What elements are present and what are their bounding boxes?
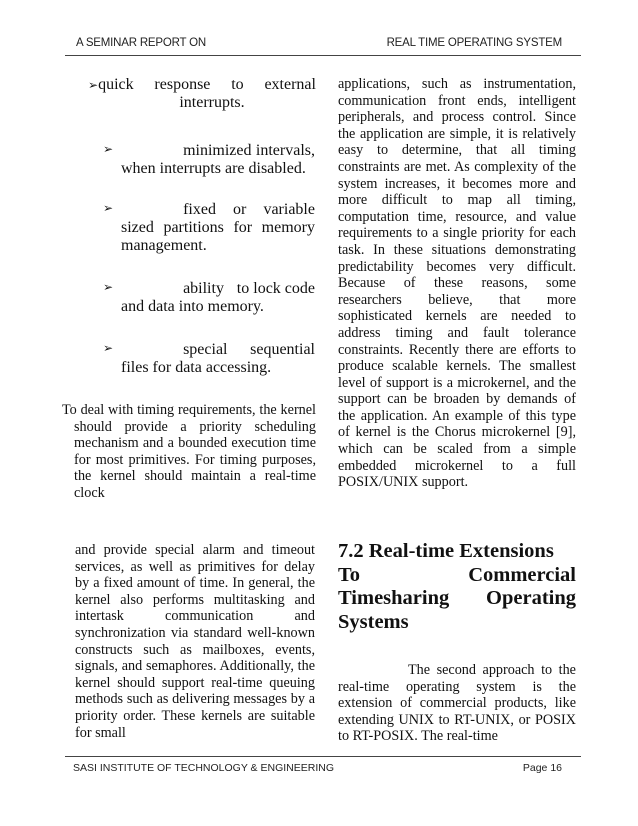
arrow-bullet-icon: ➢ (103, 201, 114, 215)
header-rule (65, 55, 581, 56)
section-heading (338, 540, 576, 634)
bullet-text: files for data accessing. (121, 359, 272, 376)
header-left: A SEMINAR REPORT ON (76, 37, 206, 49)
bullet-text: when interrupts are disabled. (121, 160, 306, 177)
left-paragraph-1 (62, 402, 316, 502)
bullet-word: to lock code (236, 280, 315, 297)
bullet-text: and data into memory. (121, 298, 264, 315)
heading-line: Timesharing (338, 587, 450, 609)
left-paragraph-2 (75, 542, 315, 741)
bullet-item-1 (88, 76, 316, 112)
page-number: Page 16 (522, 762, 562, 774)
heading-line: Commercial (468, 563, 576, 586)
heading-line: To (338, 563, 361, 586)
bullet-word: to (231, 76, 244, 93)
footer-left: SASI INSTITUTE OF TECHNOLOGY & ENGINEERING (73, 762, 334, 774)
bullet-item-2 (103, 142, 315, 178)
heading-line: Systems (338, 610, 409, 633)
bullet-word: external (264, 76, 316, 93)
paragraph-text: and provide special alarm and timeout services, as well as primitives for delay by a fixed amount of time. In general, the kernel also performs multitasking and intertask communication and synchronization via standard well-known constructs such as mailboxes, events, signals, and semaphores. Additionally, the kernel should support real-time queuing methods such as delivering messages by a priority order. These kernels are suitable for small (75, 542, 315, 741)
bullet-word: response (154, 76, 211, 93)
bullet-word: fixed (183, 201, 216, 218)
footer-rule (65, 756, 581, 757)
bullet-item-5 (103, 341, 315, 377)
bullet-word: quick (98, 76, 134, 93)
bullet-text: sized partitions for memory management. (121, 219, 315, 254)
bullet-word: intervals, (255, 142, 315, 159)
heading-line: 7.2 Real-time Extensions (338, 540, 554, 562)
paragraph-text: To deal with timing requirements, the kernel should provide a priority scheduling mechanism and a bounded execution time for most primitives. For timing purposes, the kernel should maintain a real-time clock (62, 402, 316, 501)
bullet-word: sequential (250, 341, 315, 358)
right-paragraph-2 (338, 662, 576, 745)
bullet-word: or (233, 201, 247, 218)
bullet-text: interrupts. (179, 94, 245, 111)
paragraph-text: The second approach to the real-time operating system is the extension of commercial products, like extending UNIX to RT-UNIX, or POSIX to RT-POSIX. The real-time (338, 662, 576, 745)
arrow-bullet-icon: ➢ (88, 78, 99, 92)
bullet-item-4 (103, 280, 315, 316)
heading-line: Operating (486, 587, 576, 609)
right-paragraph-1 (338, 76, 576, 491)
header-right: REAL TIME OPERATING SYSTEM (386, 37, 562, 49)
bullet-word: minimized (183, 142, 252, 159)
paragraph-text: applications, such as instrumentation, communication front ends, intelligent peripherals, and process control. Since the application are simple, it is relatively easy to determine, that all timing constraints are met. As complexity of the system increases, it becomes more and more difficult to map all timing, computation time, resource, and value requirements to a single priority for each task. In these situations demonstrating predictability becomes very difficult. Because of these reasons, some researchers believe, that more sophisticated kernels are needed to address timing and fault tolerance constraints. Recently there are efforts to produce scalable kernels. The smallest level of support is a microkernel, and the support can be broaden by demands of the application. An example of this type of kernel is the Chorus microkernel [9], which can be scaled from a simple embedded microkernel to a full POSIX/UNIX support. (338, 76, 576, 491)
arrow-bullet-icon: ➢ (103, 142, 114, 156)
bullet-item-3 (103, 201, 315, 255)
bullet-word: ability (183, 280, 224, 297)
arrow-bullet-icon: ➢ (103, 280, 114, 294)
bullet-word: special (183, 341, 228, 358)
bullet-word: variable (263, 201, 315, 218)
arrow-bullet-icon: ➢ (103, 341, 114, 355)
